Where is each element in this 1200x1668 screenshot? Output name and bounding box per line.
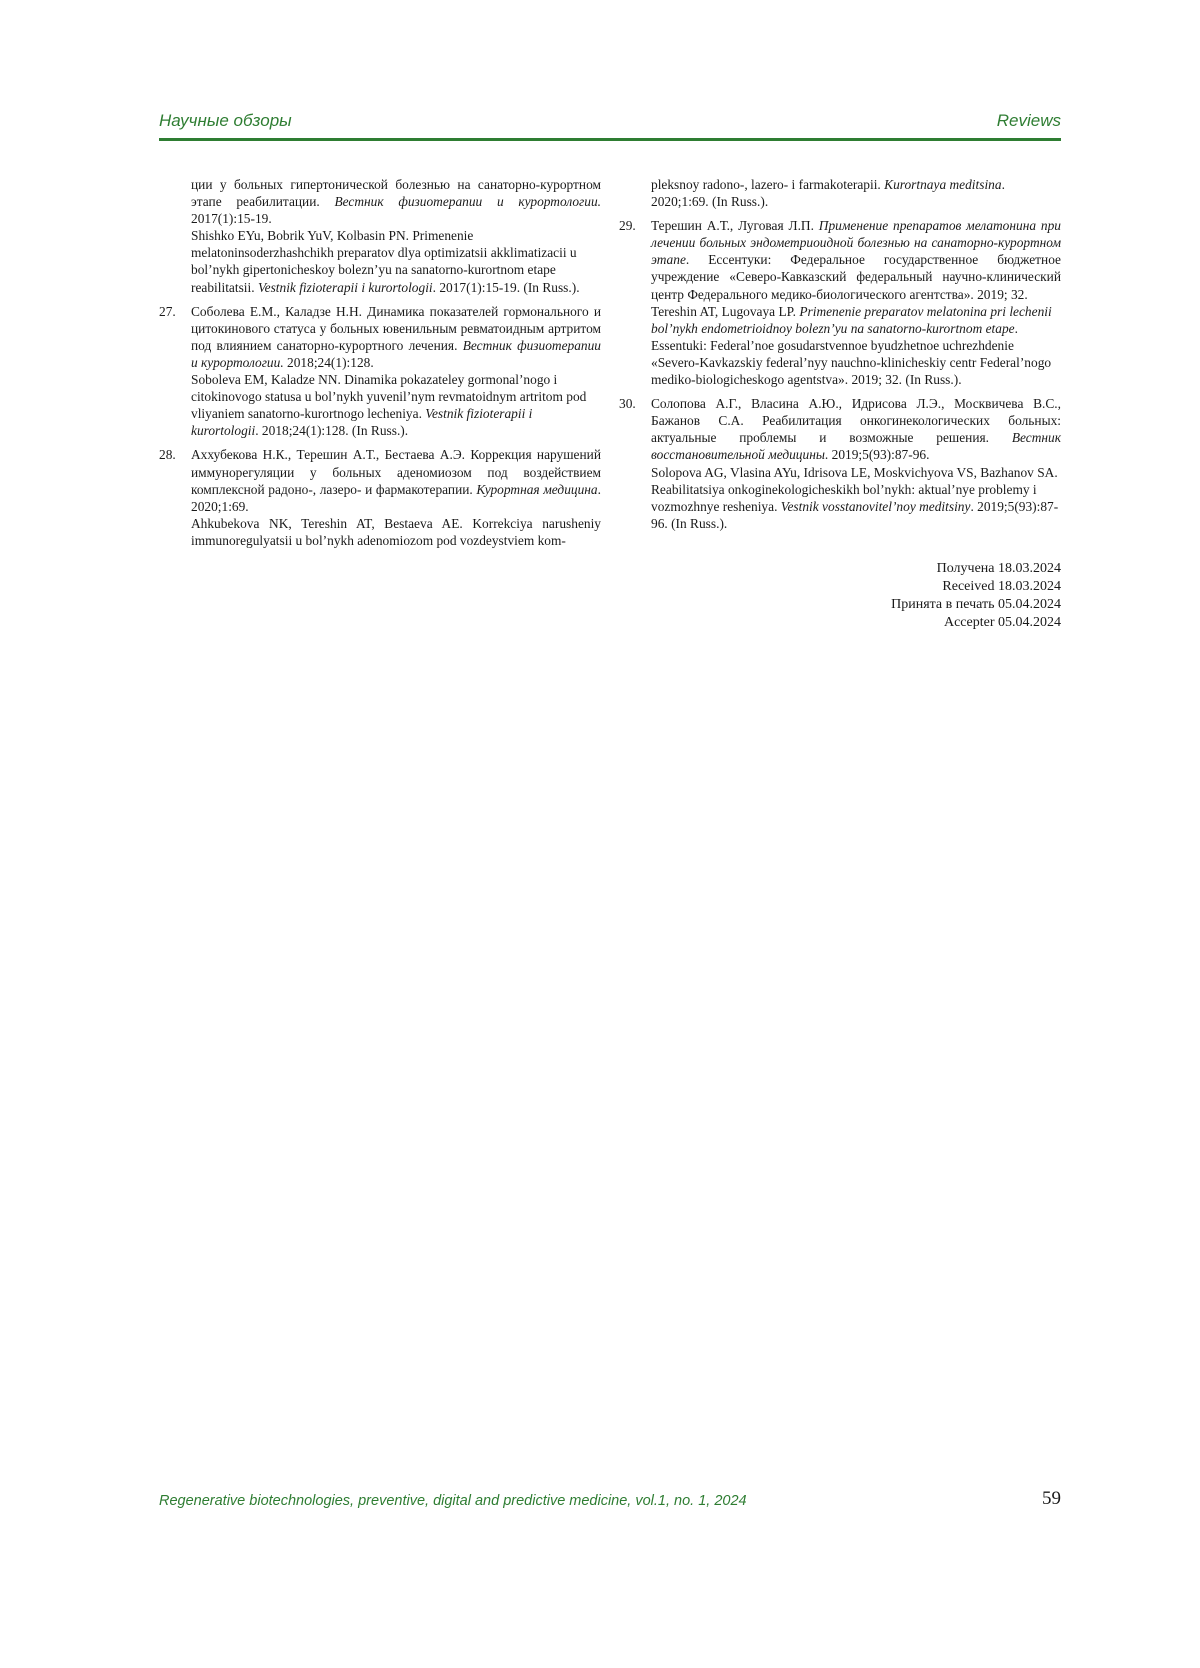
reference-26-continuation (159, 176, 601, 296)
reference-en: Shishko EYu, Bobrik YuV, Kolbasin PN. Primenenie melatoninsoderzhashchikh preparatov dlya optimizatsii akklimatizacii u bol’nykh gipertonicheskoy bolezn’yu na sanatorno-kurortnom etape reabilitatsii. Vestnik fizioterapii i kurortologii. 2017(1):15-19. (In Russ.). (191, 228, 580, 295)
reference-ru: ции у больных гипертонической болезнью на санаторно-курортном этапе реабилитации. Вестник физиотерапии и курортологии. 2017(1):15-19. (191, 177, 601, 227)
reference-ru: Солопова А.Г., Власина А.Ю., Идрисова Л.Э., Москвичева В.С., Бажанов С.А. Реабилитация онкогинекологических больных: актуальные проблемы и возможные решения. Вестник восстановительной медицины. 2019;5(93):87-96. (651, 396, 1061, 463)
accepted-date-ru: Принята в печать 05.04.2024 (891, 597, 1061, 612)
journal-citation: Regenerative biotechnologies, preventive, digital and predictive medicine, vol.1, no. 1, 2024 (159, 1493, 747, 1509)
right-column (619, 176, 1061, 539)
reference-ru: Аххубекова Н.К., Терешин А.Т., Бестаева А.Э. Коррекция нарушений иммунорегуляции у больных аденомиозом под воздействием комплексной радоно-, лазеро- и фармакотерапии. Курортная медицина. 2020;1:69. (191, 447, 601, 514)
page-number: 59 (1042, 1488, 1061, 1509)
reference-number: 29. (619, 218, 636, 234)
reference-29 (619, 217, 1061, 388)
reference-en: Ahkubekova NK, Tereshin AT, Bestaeva AE. Korrekciya narusheniy immunoregulyatsii u bol’nykh adenomiozom pod vozdeystviem kom- (191, 515, 601, 548)
section-title-ru: Научные обзоры (159, 111, 292, 130)
reference-en: pleksnoy radono-, lazero- i farmakoterapii. Kurortnaya meditsina. 2020;1:69. (In Russ.). (651, 177, 1005, 210)
left-column (159, 176, 601, 556)
reference-28-continuation (619, 176, 1061, 210)
reference-30 (619, 395, 1061, 532)
reference-en: Soboleva EM, Kaladze NN. Dinamika pokazateley gormonal’nogo i citokinovogo statusa u bol’nykh yuvenil’nym revmatoidnym artritom pod vliyaniem sanatorno-kurortnogo lecheniya. Vestnik fizioterapii i kurortologii. 2018;24(1):128. (In Russ.). (191, 372, 587, 439)
received-date-en: Received 18.03.2024 (942, 579, 1061, 594)
reference-28 (159, 446, 601, 549)
reference-number: 30. (619, 396, 636, 412)
running-header (159, 108, 1061, 141)
received-date-ru: Получена 18.03.2024 (936, 561, 1061, 576)
accepted-date-en: Accepter 05.04.2024 (943, 615, 1061, 630)
reference-ru: Соболева Е.М., Каладзе Н.Н. Динамика показателей гормонального и цитокинового статуса у больных ювенильным ревматоидным артритом под влиянием санаторно-курортного лечения. Вестник физиотерапии и курортологии. 2018;24(1):128. (191, 303, 602, 370)
section-title-en: Reviews (996, 111, 1061, 130)
reference-number: 28. (159, 447, 176, 463)
reference-ru: Терешин А.Т., Луговая Л.П. Применение препаратов мелатонина при лечении больных эндометриоидной болезнью на санаторно-курортном этапе. Ессентуки: Федеральное государственное бюджетное учреждение «Северо-Кавказский федеральный научно-клинический центр Федерального медико-биологического агентства». 2019; 32. (651, 218, 1061, 302)
reference-en: Tereshin AT, Lugovaya LP. Primenenie preparatov melatonina pri lechenii bol’nykh endometrioidnoy bolezn’yu na sanatorno-kurortnom etape. Essentuki: Federal’noe gosudarstvennoe byudzhetnoe uchrezhdenie «Severo-Kavkazskiy federal’nyy nauchno-klinicheskiy centr Federal’nogo mediko-biologicheskogo agentstva». 2019; 32. (In Russ.). (651, 303, 1052, 388)
article-dates (891, 560, 1061, 632)
reference-en: Solopova AG, Vlasina AYu, Idrisova LE, Moskvichyova VS, Bazhanov SA. Reabilitatsiya onkoginekologicheskikh bol’nykh: aktual’nye problemy i vozmozhnye resheniya. Vestnik vosstanovitel’noy meditsiny. 2019;5(93):87-96. (In Russ.). (651, 464, 1059, 531)
reference-27 (159, 303, 601, 440)
reference-number: 27. (159, 303, 176, 319)
